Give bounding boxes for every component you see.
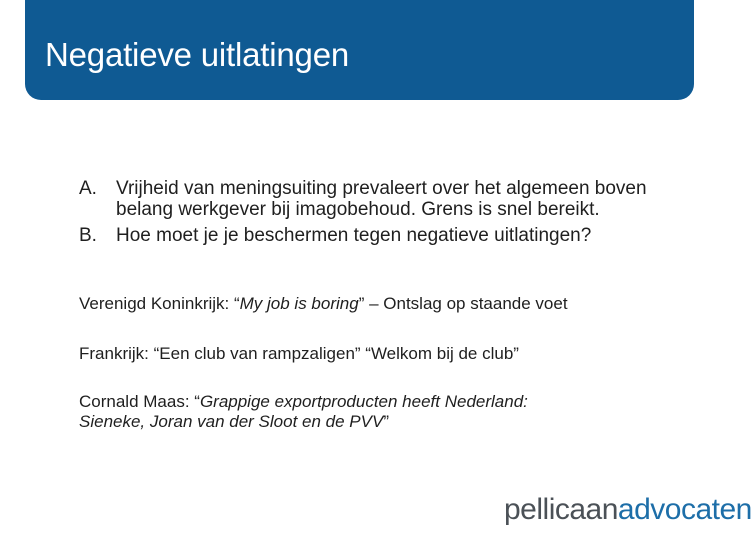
paragraph-maas [79, 392, 528, 432]
bullet-list [79, 178, 679, 246]
quote-text-line1: Grappige exportproducten heeft Nederland: [199, 392, 528, 411]
title-bar [25, 0, 694, 100]
page-title: Negatieve uitlatingen [45, 36, 350, 73]
company-logo [504, 493, 752, 527]
list-item-a [79, 178, 679, 220]
quote-text-line2: Sieneke, Joran van der Sloot en de PVV [79, 412, 384, 431]
list-marker: A. [79, 178, 97, 199]
paragraph-text: Frankrijk: “Een club van rampzaligen” “Welkom bij de club” [79, 344, 519, 363]
list-item-b [79, 225, 679, 246]
logo-part-blue: advocaten [617, 493, 752, 526]
paragraph-after: ” [383, 412, 389, 431]
list-item-text: Hoe moet je je beschermen tegen negatieve uitlatingen? [116, 225, 592, 246]
paragraph-france [79, 344, 519, 364]
logo-part-dark: pellicaan [504, 493, 618, 526]
list-marker: B. [79, 225, 97, 246]
list-item-text: Vrijheid van meningsuiting prevaleert over het algemeen boven belang werkgever bij imagobehoud. Grens is snel bereikt. [116, 178, 647, 220]
paragraph-label: Verenigd Koninkrijk: “ [79, 294, 240, 313]
quote-text: My job is boring [239, 294, 359, 313]
paragraph-label: Cornald Maas: “ [79, 392, 200, 411]
paragraph-uk [79, 294, 568, 314]
paragraph-after: ” – Ontslag op staande voet [358, 294, 568, 313]
